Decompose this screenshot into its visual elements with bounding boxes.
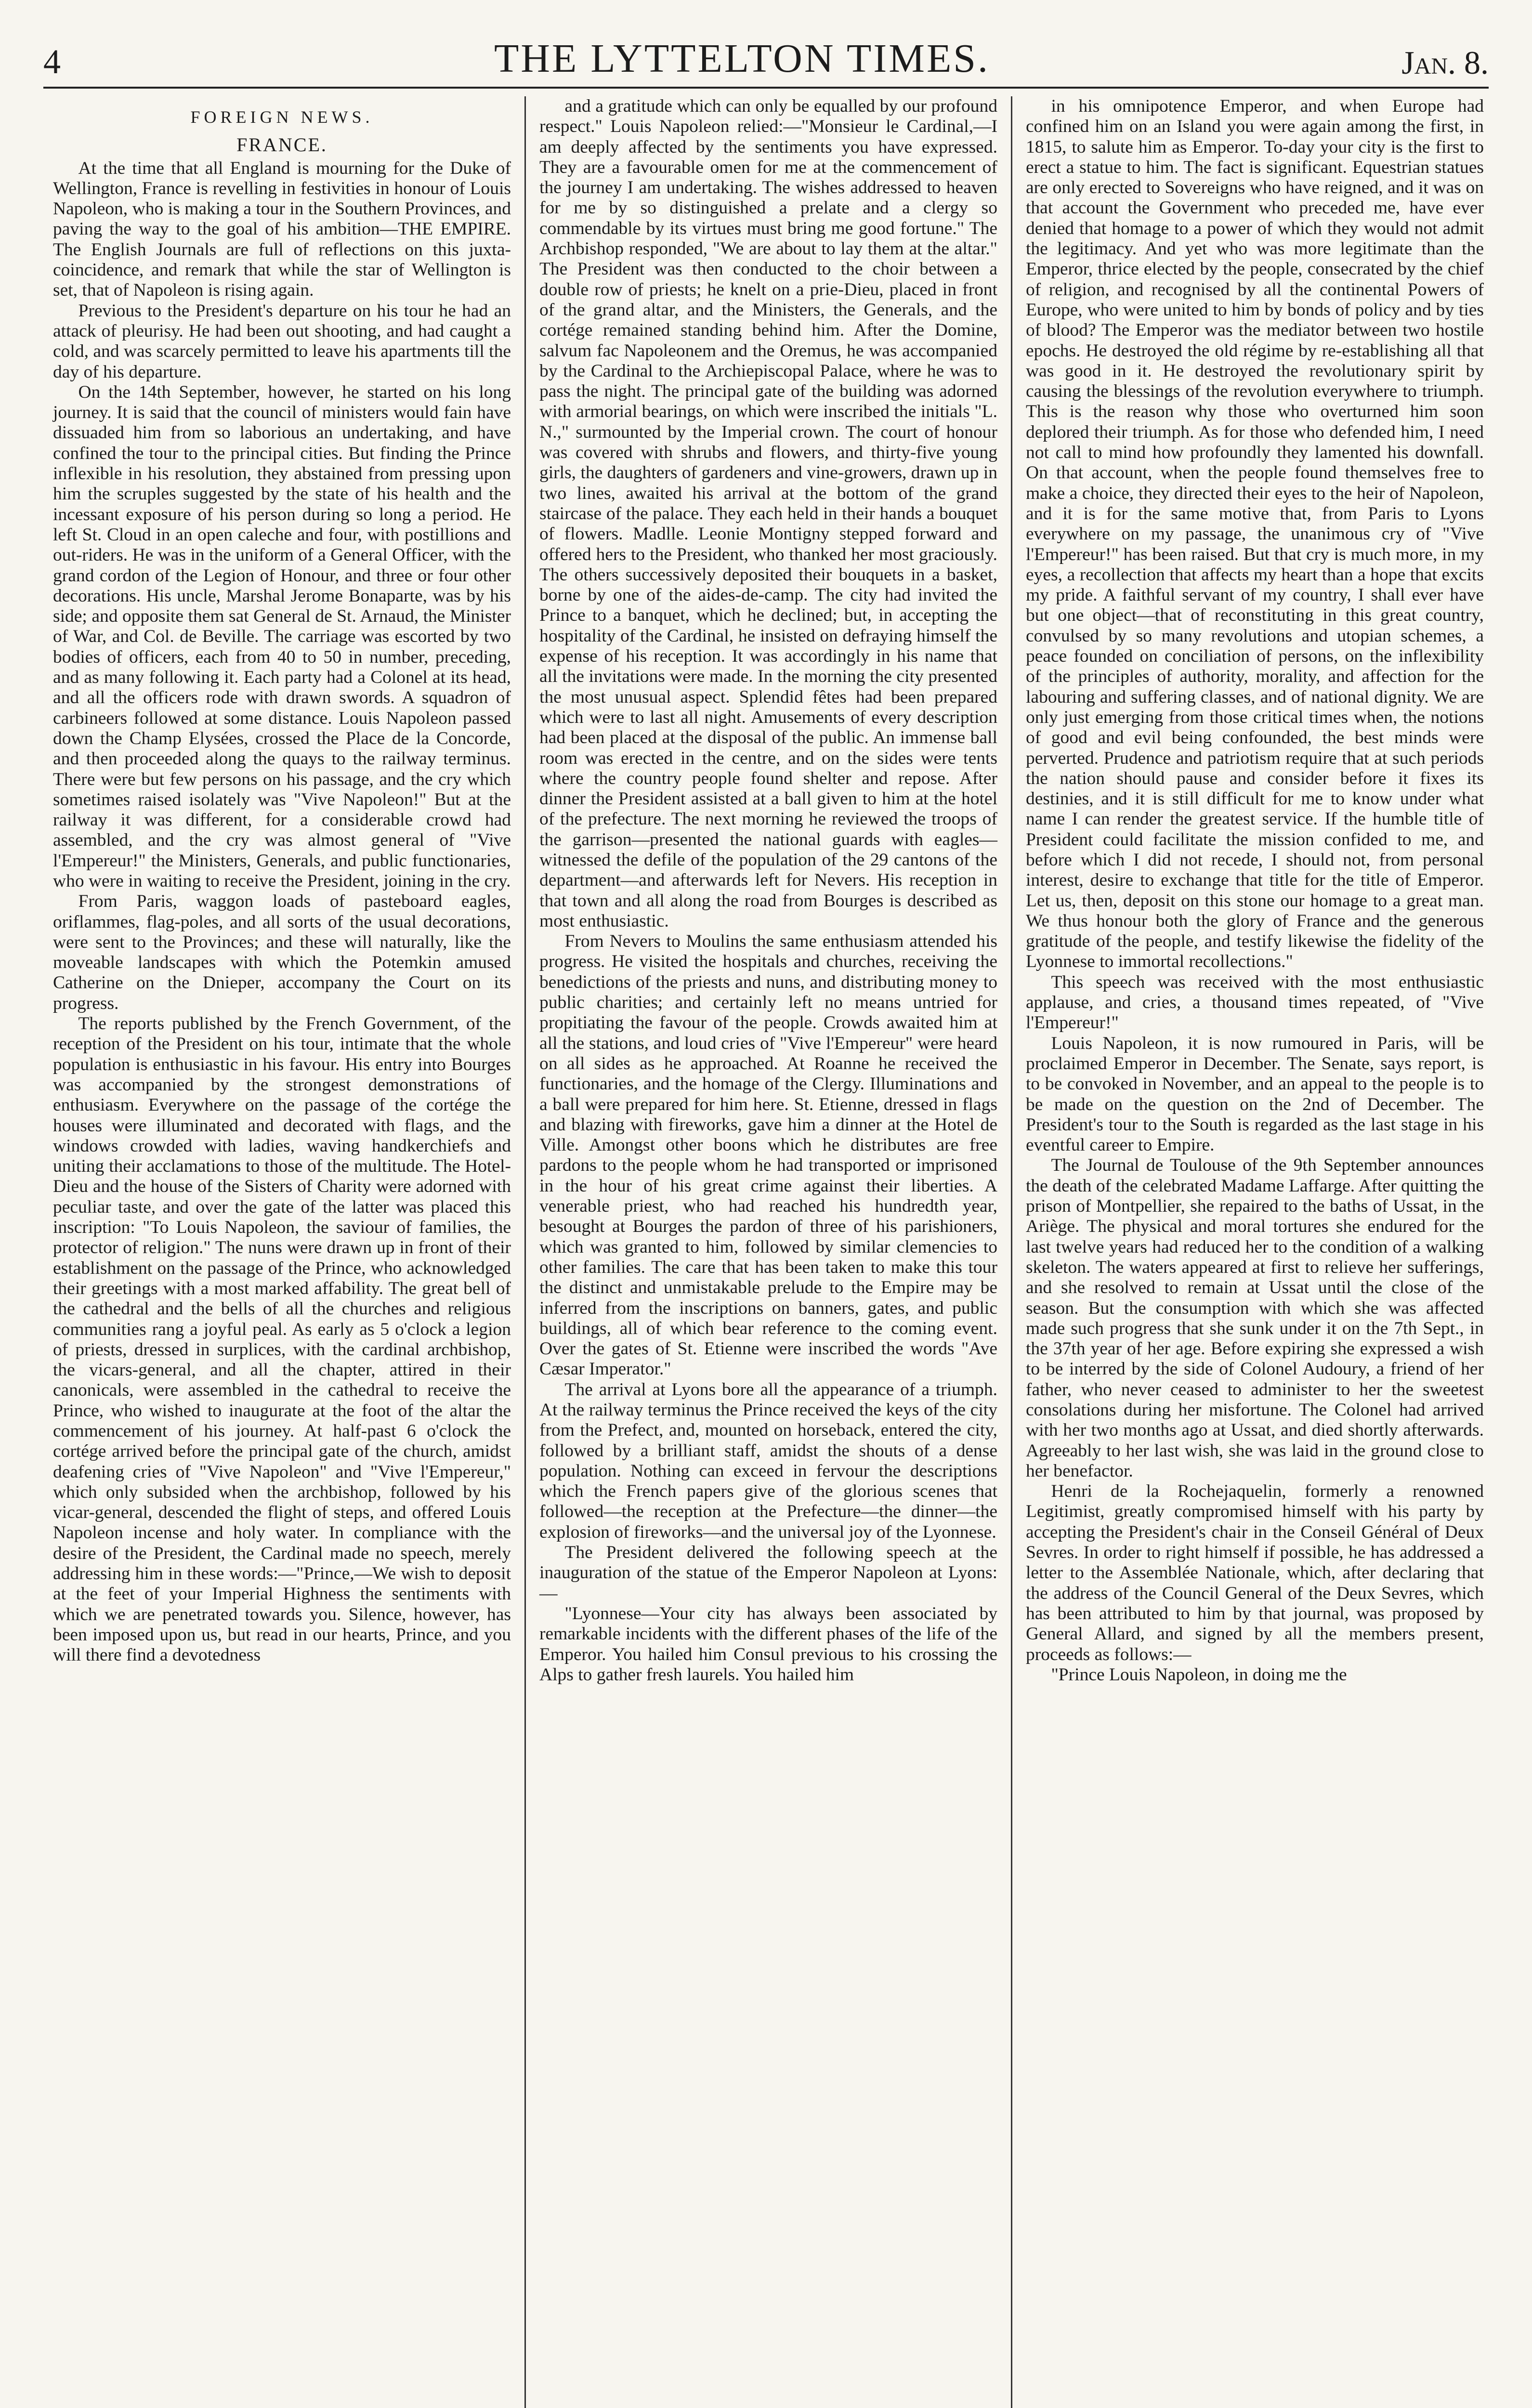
paragraph: The Journal de Toulouse of the 9th September announces the death of the celebrated Madame Laffarge. After quitting the prison of Montpellier, she repaired to the baths of Ussat, in the Ariège. The physical and moral tortures she endured for the last twelve years had reduced her to the condition of a walking skeleton. The waters appeared at first to relieve her sufferings, and she resolved to remain at Ussat until the close of the season. But the consumption with which she was affected made such progress that she sunk under it on the 7th Sept., in the 37th year of her age. Before expiring she expressed a wish to be interred by the side of Colonel Audoury, a friend of her father, who never ceased to administer to her the sweetest consolations during her misfortune. The Colonel had arrived with her two months ago at Ussat, and died shortly afterwards. Agreeably to her last wish, she was laid in the ground close to her benefactor. bbox=[1026, 1155, 1484, 1481]
paragraph: The President delivered the following speech at the inauguration of the statue of the Emperor Napoleon at Lyons:— bbox=[539, 1543, 997, 1603]
paragraph: "Lyonnese—Your city has always been associated by remarkable incidents with the different phases of the life of the Emperor. You hailed him Consul previous to his crossing the Alps to gather fresh laurels. You hailed him bbox=[539, 1603, 997, 1685]
paragraph: This speech was received with the most enthusiastic applause, and cries, a thousand times repeated, of "Vive l'Empereur!" bbox=[1026, 972, 1484, 1033]
article-columns bbox=[43, 96, 1489, 2408]
paragraph: and a gratitude which can only be equalled by our profound respect." Louis Napoleon relied:—"Monsieur le Cardinal,—I am deeply affected by the sentiments you have expressed. They are a favourable omen for me at the commencement of the journey I am undertaking. The wishes addressed to heaven for me by so distinguished a prelate and a clergy so commendable by its virtues must bring me good fortune." The Archbishop responded, "We are about to lay them at the altar." The President was then conducted to the choir between a double row of priests; he knelt on a prie-Dieu, placed in front of the grand altar, and the Ministers, the Generals, and the cortége remained standing behind him. After the Domine, salvum fac Napoleonem and the Oremus, he was accompanied by the Cardinal to the Archiepiscopal Palace, where he was to pass the night. The principal gate of the building was adorned with armorial bearings, on which were inscribed the initials "L. N.," surmounted by the Imperial crown. The court of honour was covered with shrubs and flowers, and thirty-five young girls, the daughters of gardeners and vine-growers, drawn up in two lines, awaited his arrival at the bottom of the grand staircase of the palace. They each held in their hands a bouquet of flowers. Madlle. Leonie Montigny stepped forward and offered hers to the President, who thanked her most graciously. The others successively deposited their bouquets in a basket, borne by one of the aides-de-camp. The city had invited the Prince to a banquet, which he declined; but, in accepting the hospitality of the Cardinal, he insisted on defraying himself the expense of his reception. It was accordingly in his name that all the invitations were made. In the morning the city presented the most unusual aspect. Splendid fêtes had been prepared which were to last all night. Amusements of every description had been placed at the disposal of the public. An immense ball room was erected in the centre, and on the sides were tents where the country people found shelter and repose. After dinner the President assisted at a ball given to him at the hotel of the prefecture. The next morning he reviewed the troops of the garrison—presented the national guards with eagles—witnessed the defile of the population of the 29 cantons of the department—and afterwards left for Nevers. His reception in that town and all along the road from Bourges is described as most enthusiastic. bbox=[539, 96, 997, 931]
paragraph: Louis Napoleon, it is now rumoured in Paris, will be proclaimed Emperor in December. The Senate, says report, is to be convoked in November, and an appeal to the people is to be made on the question on the 2nd of December. The President's tour to the South is regarded as the last stage in his eventful career to Empire. bbox=[1026, 1033, 1484, 1155]
subsection-heading: FRANCE. bbox=[236, 134, 327, 156]
paragraph: The reports published by the French Government, of the reception of the President on his tour, intimate that the whole population is enthusiastic in his favour. His entry into Bourges was accompanied by the strongest demonstrations of enthusiasm. Everywhere on the passage of the cortége the houses were illuminated and decorated with flags, and the windows crowded with ladies, waving handkerchiefs and uniting their acclamations to those of the multitude. The Hotel-Dieu and the house of the Sisters of Charity were adorned with peculiar taste, and over the gate of the latter was placed this inscription: "To Louis Napoleon, the saviour of families, the protector of religion." The nuns were drawn up in front of their establishment on the passage of the Prince, who acknowledged their greetings with a most marked affability. The great bell of the cathedral and the bells of all the churches and religious communities rang a joyful peal. As early as 5 o'clock a legion of priests, dressed in surplices, with the cardinal archbishop, the vicars-general, and all the chapter, attired in their canonicals, were assembled in the cathedral to receive the Prince, who wished to inaugurate at the foot of the altar the commencement of his journey. At half-past 6 o'clock the cortége arrived before the principal gate of the church, amidst deafening cries of "Vive Napoleon" and "Vive l'Empereur," which only subsided when the archbishop, followed by his vicar-general, descended the flight of steps, and offered Louis Napoleon incense and holy water. In compliance with the desire of the President, the Cardinal made no speech, merely addressing him in these words:—"Prince,—We wish to deposit at the feet of your Imperial Highness the sentiments with which we are penetrated towards you. Silence, however, has been imposed upon us, but read in our hearts, Prince, and you will there find a devotedness bbox=[53, 1014, 511, 1665]
paragraph: From Paris, waggon loads of pasteboard eagles, oriflammes, flag-poles, and all sorts of the usual decorations, were sent to the Provinces; and these will naturally, like the moveable landscapes with which the Potemkin amused Catherine on the Dnieper, accompany the Court on its progress. bbox=[53, 891, 511, 1013]
paragraph: "Prince Louis Napoleon, in doing me the bbox=[1051, 1664, 1347, 1685]
page-number: 4 bbox=[43, 42, 61, 81]
paragraph: At the time that all England is mourning for the Duke of Wellington, France is revelling in festivities in honour of Louis Napoleon, who is making a tour in the Southern Provinces, and paving the way to the goal of his ambition—THE EMPIRE. The English Journals are full of reflections on this juxta-coincidence, and remark that while the star of Wellington is set, that of Napoleon is rising again. bbox=[53, 158, 511, 301]
paragraph: On the 14th September, however, he started on his long journey. It is said that the council of ministers would fain have dissuaded him from so laborious an undertaking, and have confined the tour to the principal cities. But finding the Prince inflexible in his resolution, they abstained from pressing upon him the scruples suggested by the state of his health and the incessant exposure of his person during so long a period. He left St. Cloud in an open caleche and four, with postillions and out-riders. He was in the uniform of a General Officer, with the grand cordon of the Legion of Honour, and three or four other decorations. His uncle, Marshal Jerome Bonaparte, was by his side; and opposite them sat General de St. Arnaud, the Minister of War, and Col. de Beville. The carriage was escorted by two bodies of officers, each from 40 to 50 in number, preceding, and as many following it. Each party had a Colonel at its head, and all the officers rode with drawn swords. A squadron of carbineers followed at some distance. Louis Napoleon passed down the Champ Elysées, crossed the Place de la Concorde, and then proceeded along the quays to the railway terminus. There were but few persons on his passage, and the cry which sometimes raised isolately was "Vive Napoleon!" But at the railway it was different, for a considerable crowd had assembled, and the cry was almost general of "Vive l'Empereur!" the Ministers, Generals, and public functionaries, who were in waiting to receive the President, joining in the cry. bbox=[53, 382, 511, 891]
paragraph: The arrival at Lyons bore all the appearance of a triumph. At the railway terminus the Prince received the keys of the city from the Prefect, and, mounted on horseback, entered the city, followed by a brilliant staff, amidst the shouts of a dense population. Nothing can exceed in fervour the descriptions which the French papers give of the glorious scenes that followed—the reception at the Prefecture—the dinner—the explosion of fireworks—and the universal joy of the Lyonnese. bbox=[539, 1379, 997, 1542]
newspaper-title: THE LYTTELTON TIMES. bbox=[494, 36, 990, 81]
paragraph: Henri de la Rochejaquelin, formerly a renowned Legitimist, greatly compromised himself with his party by accepting the President's chair in the Conseil Général of Deux Sevres. In order to right himself if possible, he has addressed a letter to the Assemblée Nationale, which, after declaring that the address of the Council General of the Deux Sevres, which has been attributed to him by that journal, was proposed by General Allard, and signed by all the members present, proceeds as follows:— bbox=[1026, 1481, 1484, 1664]
paragraph: From Nevers to Moulins the same enthusiasm attended his progress. He visited the hospitals and churches, receiving the benedictions of the priests and nuns, and distributing money to public charities; and certainly left no means untried for propitiating the favour of the people. Crowds awaited him at all the stations, and loud cries of "Vive l'Empereur" were heard on all sides as he approached. At Roanne he received the functionaries, and the homage of the Clergy. Illuminations and a ball were prepared for him here. St. Etienne, dressed in flags and blazing with fireworks, gave him a dinner at the Hotel de Ville. Amongst other boons which he distributes are free pardons to the people whom he had transported or imprisoned in the hour of his great crime against their liberties. A venerable priest, who had reached his hundredth year, besought at Bourges the pardon of three of his parishioners, which was granted to him, followed by similar clemencies to other families. The care that has been taken to make this tour the distinct and unmistakable prelude to the Empire may be inferred from the inscriptions on banners, gates, and public buildings, all of which bear reference to the coming event. Over the gates of St. Etienne were inscribed the words "Ave Cæsar Imperator." bbox=[539, 931, 997, 1379]
masthead bbox=[43, 29, 1489, 89]
column-right bbox=[1011, 96, 1489, 2408]
paragraph: Previous to the President's departure on his tour he had an attack of pleurisy. He had been out shooting, and had caught a cold, and was scarcely permitted to leave his apartments till the day of his departure. bbox=[53, 301, 511, 382]
column-middle bbox=[524, 96, 1011, 2408]
paragraph: in his omnipotence Emperor, and when Europe had confined him on an Island you were again among the first, in 1815, to salute him as Emperor. To-day your city is the first to erect a statue to him. The fact is significant. Equestrian statues are only erected to Sovereigns who have reigned, and it was on that account the Government who preceded me, have ever denied that homage to a power of which they would not admit the legitimacy. And yet who was more legitimate than the Emperor, thrice elected by the people, consecrated by the chief of religion, and recognised by all the continental Powers of Europe, who were united to him by bonds of policy and by ties of blood? The Emperor was the mediator between two hostile epochs. He destroyed the old régime by re-establishing all that was good in it. He destroyed the revolutionary spirit by causing the blessings of the revolution everywhere to triumph. This is the reason why those who overturned him soon deplored their triumph. As for those who defended him, I need not call to mind how profoundly they lamented his downfall. On that account, when the people found themselves free to make a choice, they directed their eyes to the heir of Napoleon, and it is for the same motive that, from Paris to Lyons everywhere on my passage, the unanimous cry of "Vive l'Empereur!" has been raised. But that cry is much more, in my eyes, a recollection that affects my heart than a hope that excits my pride. A faithful servant of my country, I shall ever have but one object—that of reconstituting in this great country, convulsed by so many revolutions and utopian schemes, a peace founded on conciliation of persons, on the inflexibility of the principles of authority, morality, and affection for the labouring and suffering classes, and of national dignity. We are only just emerging from those critical times when, the notions of good and evil being confounded, the best minds were perverted. Prudence and patriotism require that at such periods the nation should pause and consider before it fixes its destinies, and it is still difficult for me to know under what name I can render the greatest service. If the humble title of President could facilitate the mission confided to me, and before which I did not recede, I should not, from personal interest, desire to exchange that title for the title of Emperor. Let us, then, deposit on this stone our homage to a great man. We thus honour both the glory of France and the generous gratitude of the people, and testify likewise the fidelity of the Lyonnese to immortal recollections." bbox=[1026, 96, 1484, 972]
section-heading: FOREIGN NEWS. bbox=[190, 107, 374, 127]
issue-date: Jan. 8. bbox=[1401, 44, 1489, 81]
column-left bbox=[43, 96, 524, 2408]
